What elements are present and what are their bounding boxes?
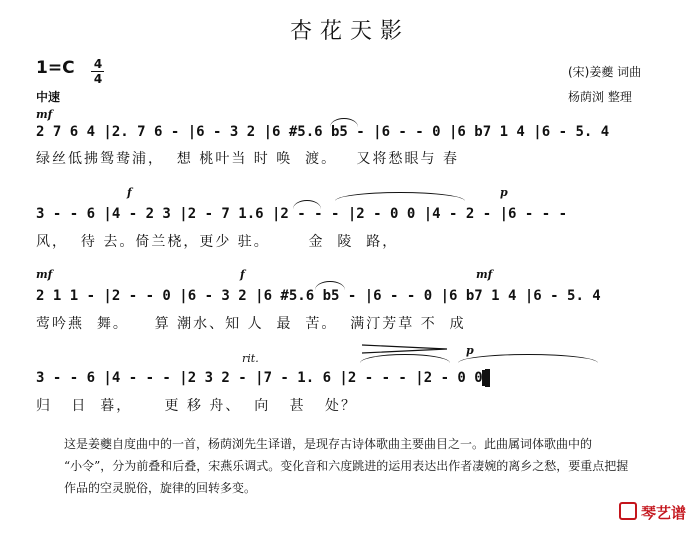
description [64, 433, 664, 499]
description-line: 作品的空灵脱俗，旋律的回转多变。 [64, 481, 257, 495]
lyrics-line: 绿丝低拂鸳鸯浦， 想 桃叶当 时 唤 渡。 又将愁眼与 春 [36, 151, 459, 167]
description-line: “小令”，分为前叠和后叠，宋燕乐调式。变化音和六度跳进的运用表达出作者凄婉的离乡之愁，要重点把握 [64, 459, 629, 473]
dynamic-mark: f [240, 268, 245, 281]
tempo-marking: 中速 [36, 90, 61, 104]
notation-line [36, 285, 664, 307]
time-signature-top: 4 [93, 57, 103, 71]
lyrics-line: 风， 待 去。倚兰桡，更少 驻。 金 陵 路， [36, 234, 399, 250]
notes-text: 3 - - 6 |4 - - - |2 3 2 - |7 - 1. 6 |2 - - - |2 - 0 0 [36, 370, 483, 386]
notes-text: 3 - - 6 |4 - 2 3 |2 - 7 1.6 |2 - - - |2 - 0 0 |4 - 2 - |6 - - - [36, 206, 568, 222]
site-logo: 琴艺谱 [619, 502, 686, 523]
ritardando-mark: rit. [242, 352, 259, 365]
final-barline [485, 369, 490, 387]
notes-text: 2 1 1 - |2 - - 0 |6 - 3 2 |6 #5.6 b5 - |6 - - 0 |6 b7 1 4 |6 - 5. 4 [36, 288, 601, 304]
dynamic-mark: mf [36, 108, 53, 121]
key-signature: 1=C [36, 58, 75, 78]
notation-line [36, 367, 664, 389]
lyricist-composer: (宋)姜夔 词曲 [568, 65, 642, 79]
lyrics-line: 莺吟燕 舞。 算 潮水、知 人 最 苦。 满汀芳草 不 成 [36, 316, 466, 332]
lyrics-line: 归 日 暮， 更 移 舟、 向 甚 处？ [36, 398, 358, 414]
description-line: 这是姜夔自度曲中的一首，杨荫浏先生译谱，是现存古诗体歌曲主要曲目之一。此曲属词体歌曲中的 [64, 437, 593, 451]
notation-line [36, 121, 664, 143]
dynamic-mark: mf [476, 268, 493, 281]
logo-icon [619, 502, 637, 520]
arranger: 杨荫浏 整理 [568, 90, 632, 104]
notation-line [36, 203, 664, 225]
dynamic-mark: mf [36, 268, 53, 281]
dynamic-mark: f [127, 186, 132, 199]
time-signature-bottom: 4 [93, 72, 103, 86]
slur [360, 354, 450, 363]
notes-text: 2 7 6 4 |2. 7 6 - |6 - 3 2 |6 #5.6 b5 - |6 - - 0 |6 b7 1 4 |6 - 5. 4 [36, 124, 610, 140]
dynamic-mark: p [500, 186, 508, 199]
dynamic-mark: p [466, 344, 474, 357]
page-title: 杏花天影 [289, 19, 410, 44]
tie [458, 354, 598, 363]
tie [335, 192, 465, 201]
